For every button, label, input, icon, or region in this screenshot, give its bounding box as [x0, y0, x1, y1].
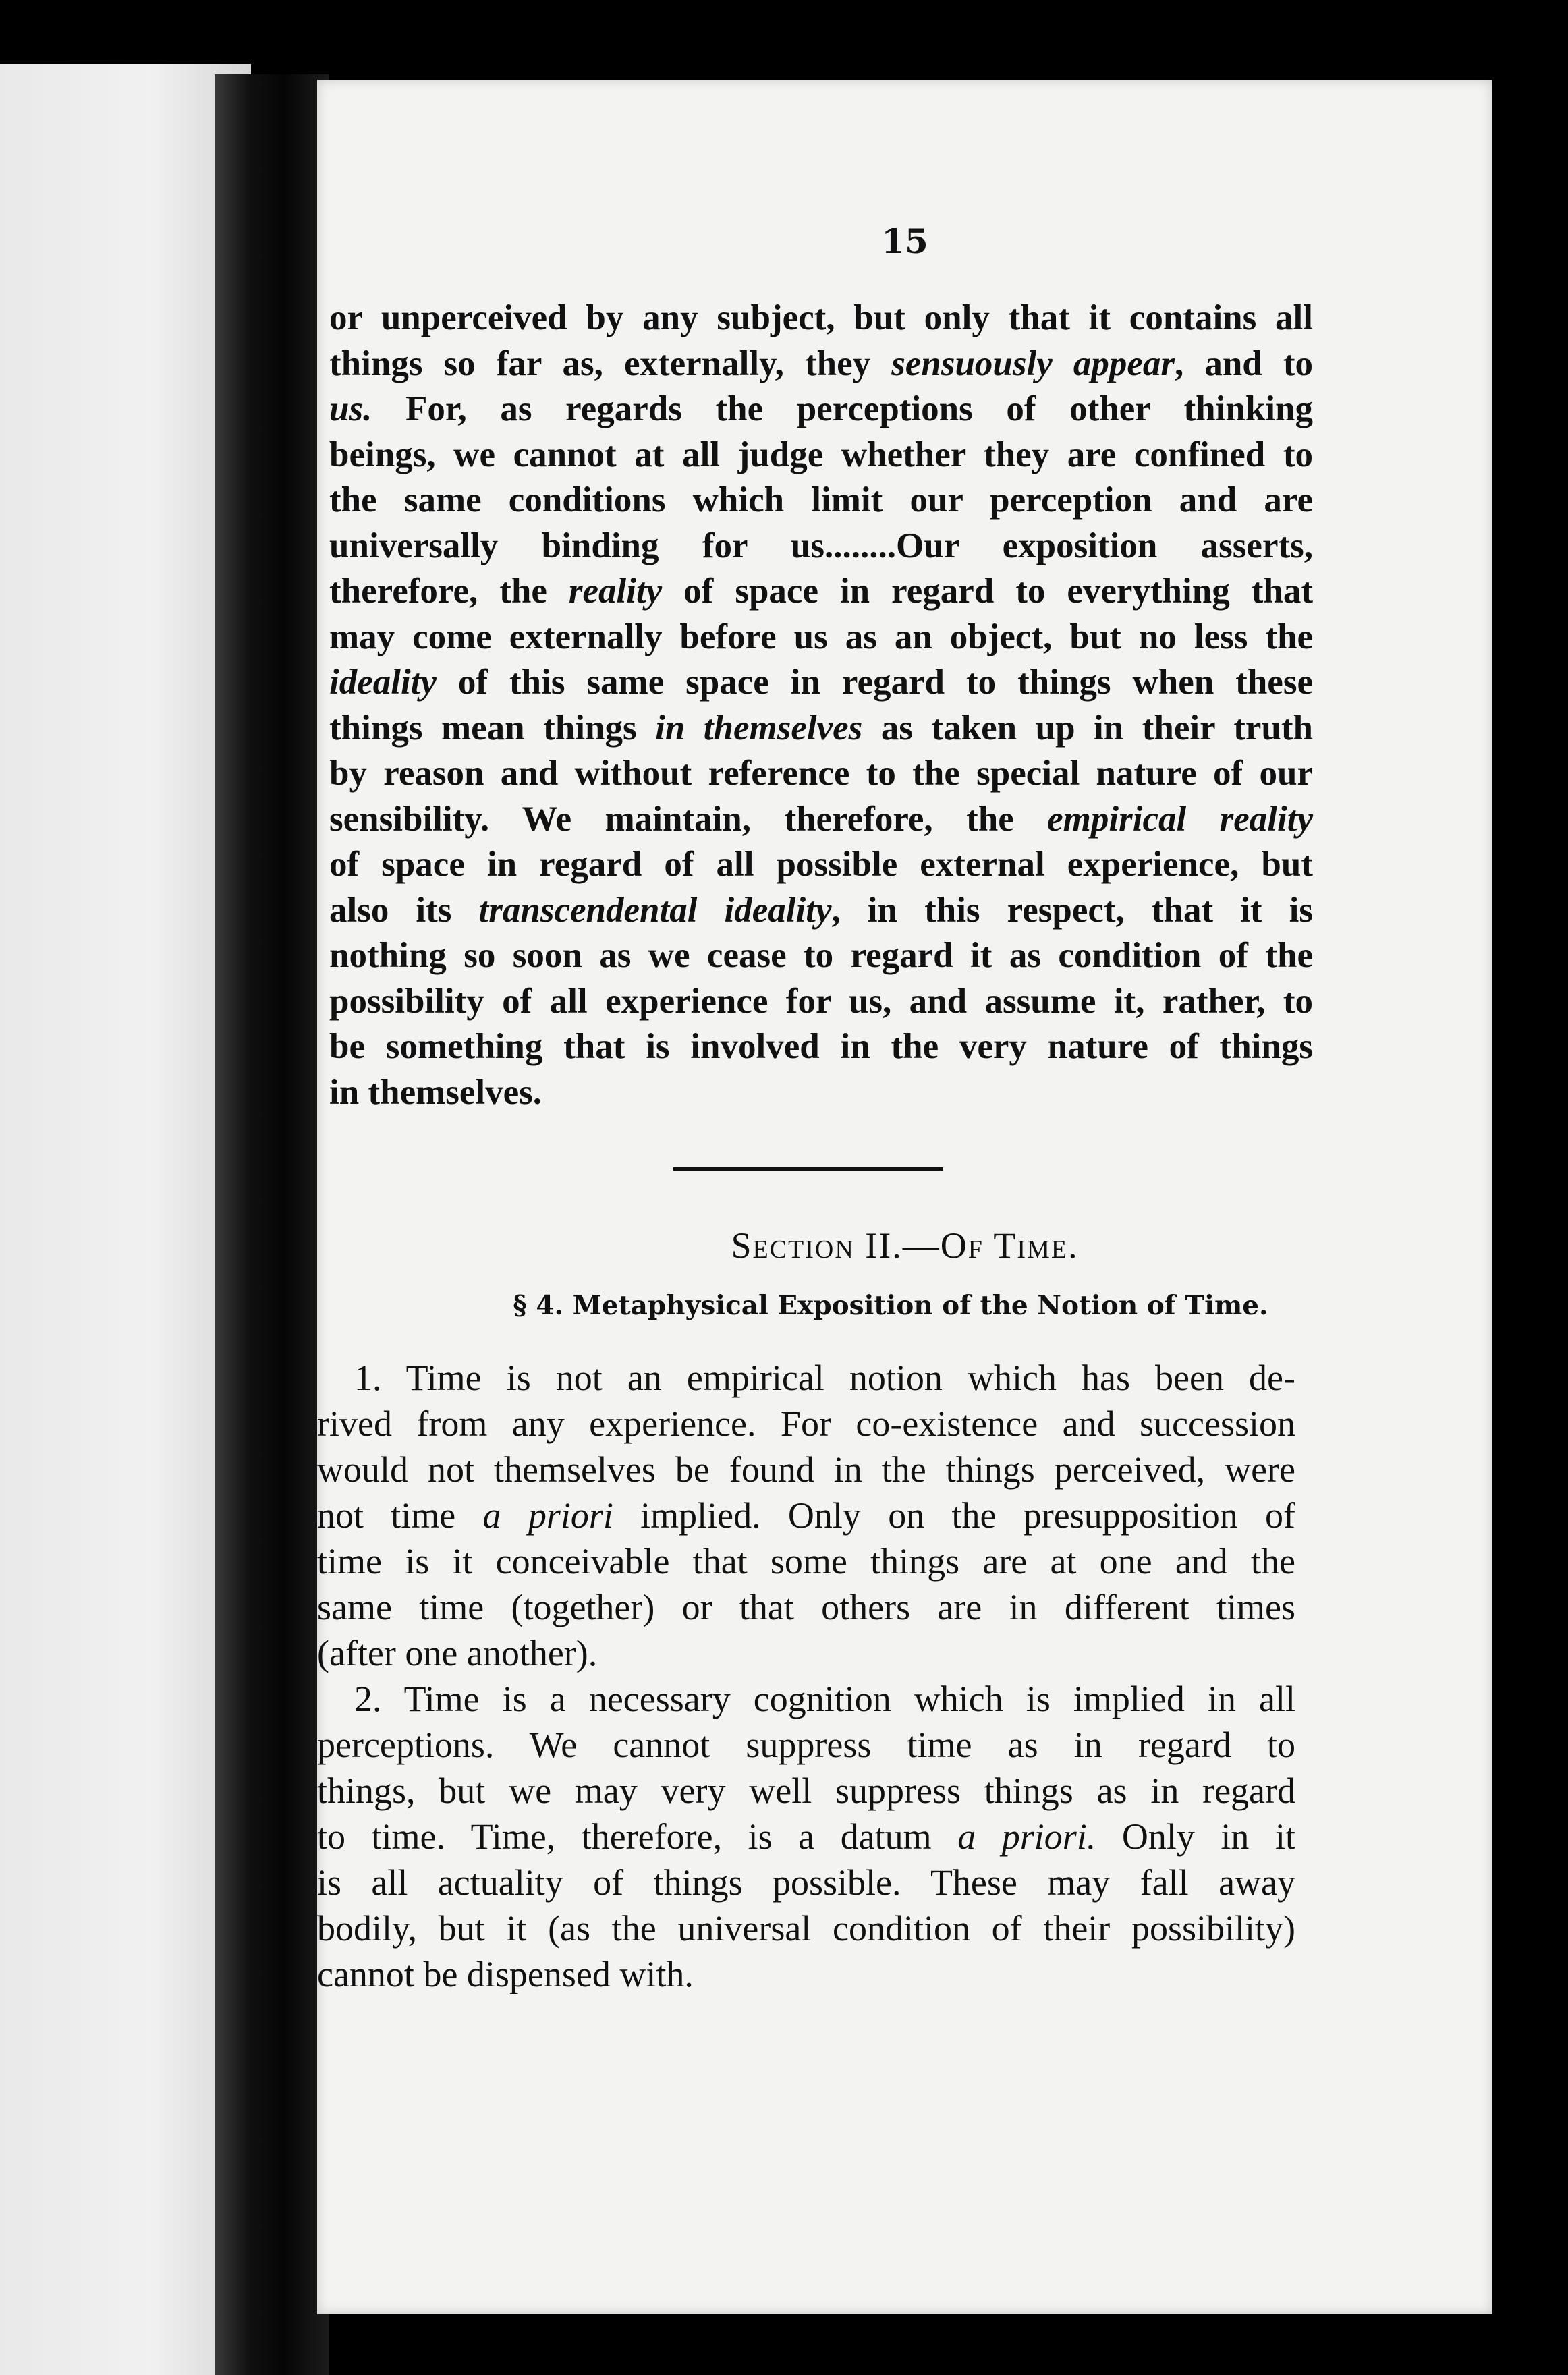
text-run: to time. Time, therefore, is a datum	[317, 1816, 958, 1857]
text-line	[329, 341, 1313, 387]
text-run: as taken up in their truth	[862, 708, 1313, 748]
page-number: 15	[881, 221, 928, 261]
text-run: things mean things	[329, 708, 656, 748]
text-run: bodily, but it (as the universal condition of their possibility)	[317, 1908, 1295, 1949]
previous-page-edge	[0, 64, 251, 2375]
italic-text-run: transcendental ideality	[478, 890, 832, 930]
text-line	[317, 1447, 1295, 1492]
text-line	[329, 979, 1313, 1025]
text-line	[329, 842, 1313, 888]
text-run: , and to	[1175, 343, 1313, 383]
text-run: implied. Only on the presupposition of	[613, 1495, 1295, 1536]
italic-text-run: a priori	[482, 1495, 613, 1536]
text-run: therefore, the	[329, 571, 569, 611]
text-line	[329, 888, 1313, 934]
text-run: also its	[329, 890, 479, 930]
text-run: things so far as, externally, they	[329, 343, 892, 383]
numbered-paragraphs	[317, 1355, 1295, 1997]
text-line	[317, 1951, 1295, 1997]
text-run: 1. Time is not an empirical notion which has been de-	[354, 1358, 1295, 1398]
text-line	[329, 432, 1313, 478]
text-line	[317, 1584, 1295, 1630]
text-line	[317, 1860, 1295, 1905]
paragraph-continuation	[329, 296, 1313, 1115]
text-line	[329, 933, 1313, 979]
text-line	[329, 797, 1313, 843]
text-run: in themselves.	[329, 1072, 542, 1112]
italic-text-run: in themselves	[655, 708, 863, 748]
numbered-item-first-line	[317, 1355, 1295, 1401]
text-run: 2. Time is a necessary cognition which is implied in all	[354, 1679, 1295, 1719]
text-run: rived from any experience. For co-existence and succession	[317, 1403, 1295, 1444]
text-line	[317, 1722, 1295, 1768]
text-run: , in this respect, that it is	[831, 890, 1313, 930]
text-run: (after one another).	[317, 1633, 598, 1673]
text-line	[329, 524, 1313, 569]
text-line	[317, 1630, 1295, 1676]
text-line	[329, 387, 1313, 432]
italic-text-run: a priori.	[957, 1816, 1096, 1857]
text-line	[329, 478, 1313, 524]
book-spine-shadow	[215, 74, 329, 2375]
numbered-item-first-line	[317, 1676, 1295, 1722]
text-run: of space in regard to everything that	[662, 571, 1313, 611]
text-run: may come externally before us as an object, but no less the	[329, 617, 1313, 656]
text-run: the same conditions which limit our perception and are	[329, 480, 1313, 520]
text-run: beings, we cannot at all judge whether they are confined to	[329, 435, 1313, 474]
text-line	[329, 615, 1313, 661]
text-line	[329, 569, 1313, 615]
italic-text-run: ideality	[329, 663, 437, 702]
text-line	[329, 751, 1313, 797]
text-run: universally binding for us........Our exposition asserts,	[329, 526, 1313, 565]
text-run: of space in regard of all possible external experience, but	[329, 845, 1313, 884]
text-line	[317, 1905, 1295, 1951]
text-line	[329, 660, 1313, 706]
text-line	[317, 1814, 1295, 1860]
text-run: possibility of all experience for us, and assume it, rather, to	[329, 981, 1313, 1021]
section-heading-of: Of	[940, 1225, 984, 1266]
text-run: is all actuality of things possible. These may fall away	[317, 1862, 1295, 1903]
text-line	[317, 1538, 1295, 1584]
text-run: time is it conceivable that some things are at one and the	[317, 1541, 1295, 1582]
section-heading	[317, 1225, 1492, 1266]
subsection-heading: § 4. Metaphysical Exposition of the Notion of Time.	[513, 1290, 1268, 1321]
section-heading-numeral: II.—	[854, 1225, 941, 1266]
text-line	[329, 1070, 1313, 1116]
text-run: sensibility. We maintain, therefore, the	[329, 799, 1048, 839]
text-line	[329, 296, 1313, 341]
text-run: be something that is involved in the very nature of things	[329, 1027, 1313, 1066]
section-divider-rule	[673, 1167, 943, 1171]
text-run: perceptions. We cannot suppress time as in regard to	[317, 1725, 1295, 1765]
text-line	[317, 1768, 1295, 1814]
text-run: would not themselves be found in the things perceived, were	[317, 1449, 1295, 1490]
italic-text-run: us.	[329, 389, 372, 428]
text-run: not time	[317, 1495, 483, 1536]
text-line	[329, 706, 1313, 752]
text-line	[329, 1024, 1313, 1070]
italic-text-run: empirical reality	[1047, 799, 1313, 839]
italic-text-run: sensuously appear	[891, 343, 1175, 383]
section-heading-time: Time	[983, 1225, 1069, 1266]
text-line	[317, 1401, 1295, 1447]
text-run: things, but we may very well suppress things as in regard	[317, 1770, 1295, 1811]
text-run: or unperceived by any subject, but only that it contains all	[329, 298, 1313, 337]
text-run: of this same space in regard to things when these	[436, 663, 1313, 702]
book-page	[317, 80, 1492, 2314]
text-run: For, as regards the perceptions of other thinking	[372, 389, 1313, 428]
text-run: by reason and without reference to the special nature of our	[329, 754, 1313, 793]
text-line	[317, 1492, 1295, 1538]
italic-text-run: reality	[568, 571, 663, 611]
section-heading-prefix: Section	[731, 1225, 855, 1266]
text-run: cannot be dispensed with.	[317, 1954, 694, 1994]
text-run: Only in it	[1096, 1816, 1295, 1857]
section-heading-period: .	[1068, 1225, 1079, 1266]
text-run: same time (together) or that others are in different times	[317, 1587, 1295, 1627]
text-run: nothing so soon as we cease to regard it as condition of the	[329, 936, 1313, 975]
